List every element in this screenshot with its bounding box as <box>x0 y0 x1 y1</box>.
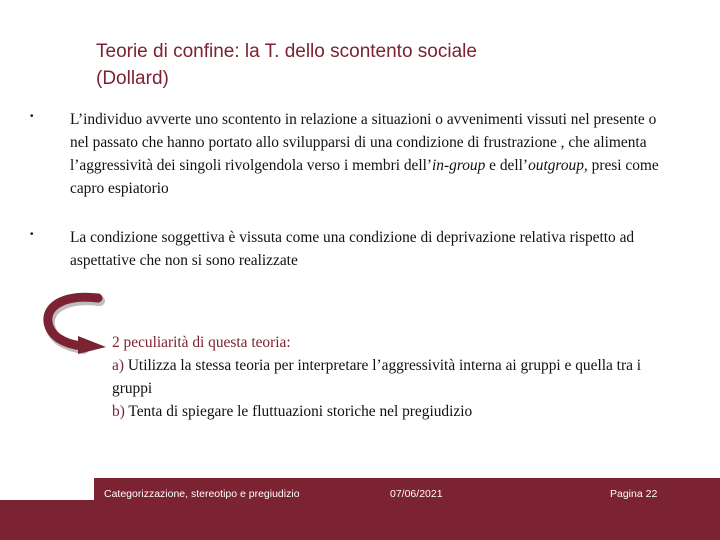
bullet-1-part1: L’individuo avverte uno scontento in relazione a situazioni o avvenimenti vissuti nel presente o nel passato che hanno portato allo svilupparsi di una condizione di frustrazione , che alimenta l’aggressività dei singoli rivolgendola verso i membri dell’ <box>70 111 657 174</box>
bullet-text-2: La condizione soggettiva è vissuta come una condizione di deprivazione relativa rispetto ad aspettative che non si sono realizzate <box>70 229 635 269</box>
bullet-1-outgroup: outgroup, <box>528 157 588 174</box>
bullet-marker: • <box>30 229 34 240</box>
notes-point-b <box>112 400 672 423</box>
footer-subject: Categorizzazione, stereotipo e pregiudizio <box>104 488 300 500</box>
point-a-text: Utilizza la stessa teoria per interpretare l’aggressività interna ai gruppi e quella tra i gruppi <box>112 357 642 397</box>
bullet-text-1 <box>70 108 660 200</box>
slide-title <box>96 38 696 92</box>
point-b-text: Tenta di spiegare le fluttuazioni storiche nel pregiudizio <box>124 403 473 420</box>
slide-title-line1: Teorie di confine: la T. dello scontento sociale <box>96 41 477 62</box>
footer-bottom-band <box>0 510 720 540</box>
slide-title-line2: (Dollard) <box>96 68 169 89</box>
curved-arrow-icon <box>42 292 108 354</box>
notes-heading: 2 peculiarità di questa teoria: <box>112 334 291 351</box>
bullet-1-part3: presi come capro espiatorio <box>70 157 659 197</box>
bullet-marker: • <box>30 111 34 122</box>
bullet-1-part2: e dell’ <box>485 157 529 174</box>
bullet-item-1 <box>30 108 660 200</box>
point-b-label: b) <box>112 403 125 420</box>
theory-notes <box>112 331 672 423</box>
bullet-item-2 <box>30 226 660 272</box>
bullet-1-ingroup: in-group <box>432 157 486 174</box>
notes-point-a <box>112 354 672 400</box>
point-a-label: a) <box>112 357 124 374</box>
footer-page-number: Pagina 22 <box>610 488 658 500</box>
footer-date: 07/06/2021 <box>390 488 443 500</box>
